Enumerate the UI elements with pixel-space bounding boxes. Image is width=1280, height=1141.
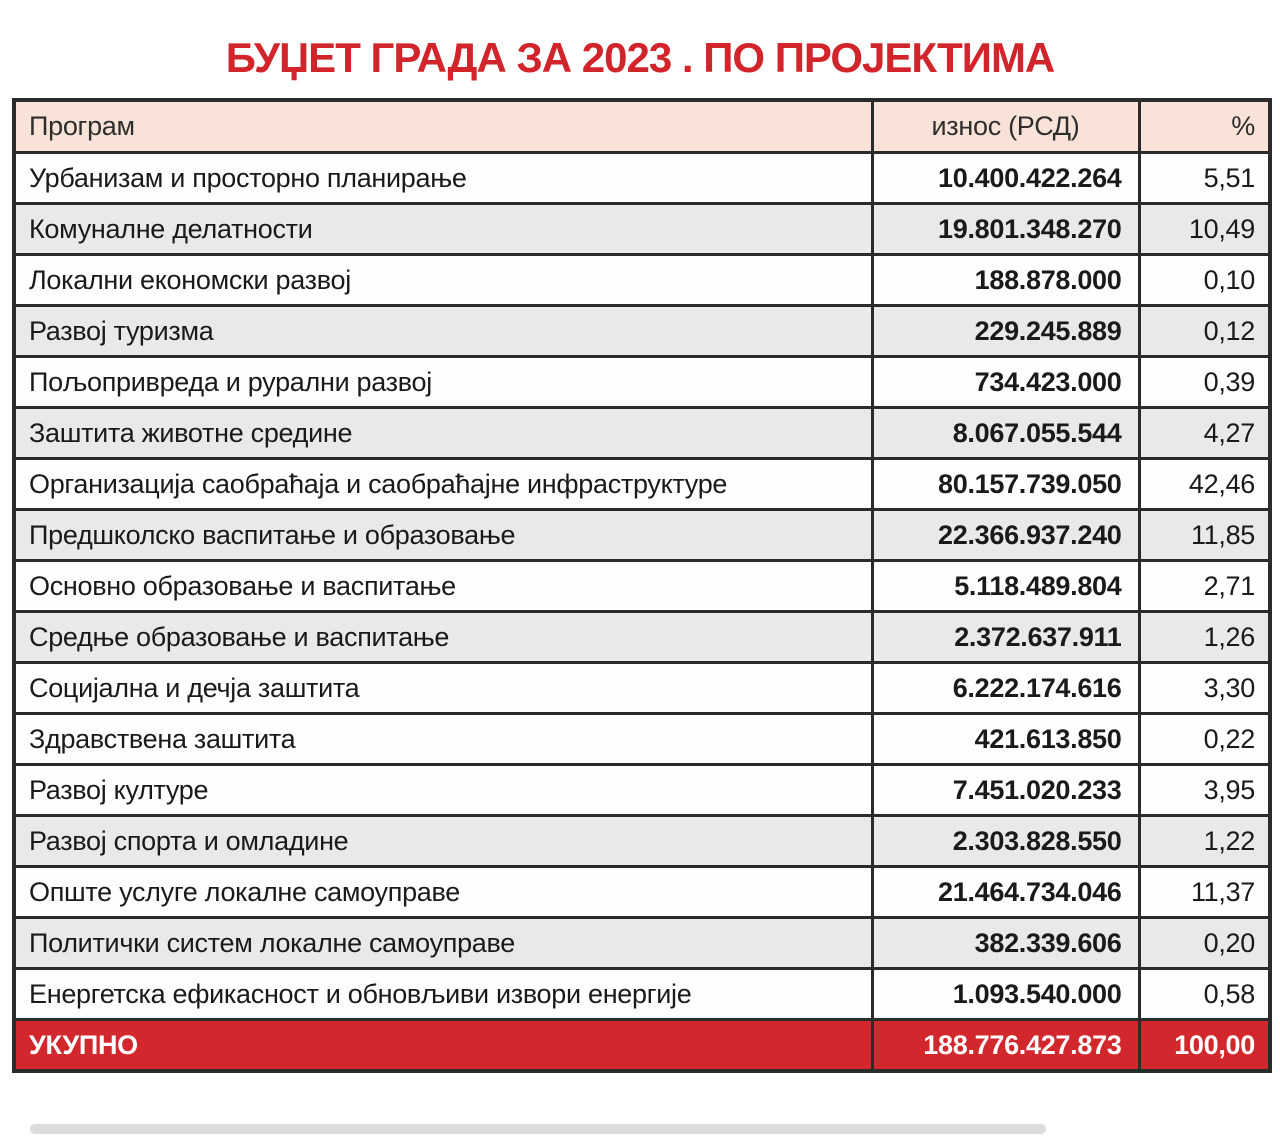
- program-cell: Развој туризма: [14, 306, 872, 357]
- amount-cell: 1.093.540.000: [872, 969, 1139, 1020]
- program-cell: Опште услуге локалне самоуправе: [14, 867, 872, 918]
- total-label: УКУПНО: [14, 1020, 872, 1072]
- table-row: [14, 306, 1270, 357]
- page-title: БУЏЕТ ГРАДА ЗА 2023 . ПО ПРОЈЕКТИМА: [225, 34, 1055, 81]
- program-cell: Средње образовање и васпитање: [14, 612, 872, 663]
- program-cell: Социјална и дечја заштита: [14, 663, 872, 714]
- amount-cell: 2.303.828.550: [872, 816, 1139, 867]
- percent-cell: 3,30: [1139, 663, 1270, 714]
- table-row: [14, 714, 1270, 765]
- percent-cell: 0,10: [1139, 255, 1270, 306]
- percent-cell: 2,71: [1139, 561, 1270, 612]
- program-cell: Развој спорта и омладине: [14, 816, 872, 867]
- percent-cell: 0,39: [1139, 357, 1270, 408]
- program-cell: Енергетска ефикасност и обновљиви извори енергије: [14, 969, 872, 1020]
- total-row: [14, 1020, 1270, 1072]
- percent-cell: 11,37: [1139, 867, 1270, 918]
- percent-cell: 11,85: [1139, 510, 1270, 561]
- program-cell: Заштита животне средине: [14, 408, 872, 459]
- percent-cell: 1,26: [1139, 612, 1270, 663]
- program-cell: Предшколско васпитање и образовање: [14, 510, 872, 561]
- total-amount: 188.776.427.873: [872, 1020, 1139, 1072]
- header-program: Програм: [14, 100, 872, 153]
- percent-cell: 0,22: [1139, 714, 1270, 765]
- amount-cell: 8.067.055.544: [872, 408, 1139, 459]
- table-row: [14, 153, 1270, 204]
- program-cell: Здравствена заштита: [14, 714, 872, 765]
- program-cell: Политички систем локалне самоуправе: [14, 918, 872, 969]
- percent-cell: 4,27: [1139, 408, 1270, 459]
- program-cell: Развој културе: [14, 765, 872, 816]
- amount-cell: 421.613.850: [872, 714, 1139, 765]
- table-row: [14, 918, 1270, 969]
- table-row: [14, 255, 1270, 306]
- table-row: [14, 612, 1270, 663]
- table-row: [14, 204, 1270, 255]
- table-row: [14, 969, 1270, 1020]
- table-row: [14, 510, 1270, 561]
- table-row: [14, 561, 1270, 612]
- program-cell: Комуналне делатности: [14, 204, 872, 255]
- table-row: [14, 765, 1270, 816]
- percent-cell: 1,22: [1139, 816, 1270, 867]
- amount-cell: 7.451.020.233: [872, 765, 1139, 816]
- amount-cell: 21.464.734.046: [872, 867, 1139, 918]
- amount-cell: 22.366.937.240: [872, 510, 1139, 561]
- program-cell: Локални економски развој: [14, 255, 872, 306]
- program-cell: Пољопривреда и рурални развој: [14, 357, 872, 408]
- table-row: [14, 816, 1270, 867]
- amount-cell: 5.118.489.804: [872, 561, 1139, 612]
- amount-cell: 6.222.174.616: [872, 663, 1139, 714]
- cropped-bottom-element: [30, 1124, 1046, 1134]
- percent-cell: 3,95: [1139, 765, 1270, 816]
- table-row: [14, 867, 1270, 918]
- total-percent: 100,00: [1139, 1020, 1270, 1072]
- amount-cell: 229.245.889: [872, 306, 1139, 357]
- table-row: [14, 663, 1270, 714]
- amount-cell: 734.423.000: [872, 357, 1139, 408]
- percent-cell: 10,49: [1139, 204, 1270, 255]
- percent-cell: 0,20: [1139, 918, 1270, 969]
- amount-cell: 10.400.422.264: [872, 153, 1139, 204]
- program-cell: Основно образовање и васпитање: [14, 561, 872, 612]
- header-amount: износ (РСД): [872, 100, 1139, 153]
- amount-cell: 2.372.637.911: [872, 612, 1139, 663]
- percent-cell: 5,51: [1139, 153, 1270, 204]
- percent-cell: 42,46: [1139, 459, 1270, 510]
- amount-cell: 19.801.348.270: [872, 204, 1139, 255]
- amount-cell: 80.157.739.050: [872, 459, 1139, 510]
- table-header-row: [14, 100, 1270, 153]
- program-cell: Организација саобраћаја и саобраћајне инфраструктуре: [14, 459, 872, 510]
- amount-cell: 382.339.606: [872, 918, 1139, 969]
- header-percent: %: [1139, 100, 1270, 153]
- percent-cell: 0,58: [1139, 969, 1270, 1020]
- program-cell: Урбанизам и просторно планирање: [14, 153, 872, 204]
- table-body: [14, 153, 1270, 1020]
- amount-cell: 188.878.000: [872, 255, 1139, 306]
- table-row: [14, 408, 1270, 459]
- percent-cell: 0,12: [1139, 306, 1270, 357]
- budget-infographic: [0, 34, 1280, 1073]
- budget-table: [12, 98, 1272, 1073]
- table-row: [14, 357, 1270, 408]
- table-row: [14, 459, 1270, 510]
